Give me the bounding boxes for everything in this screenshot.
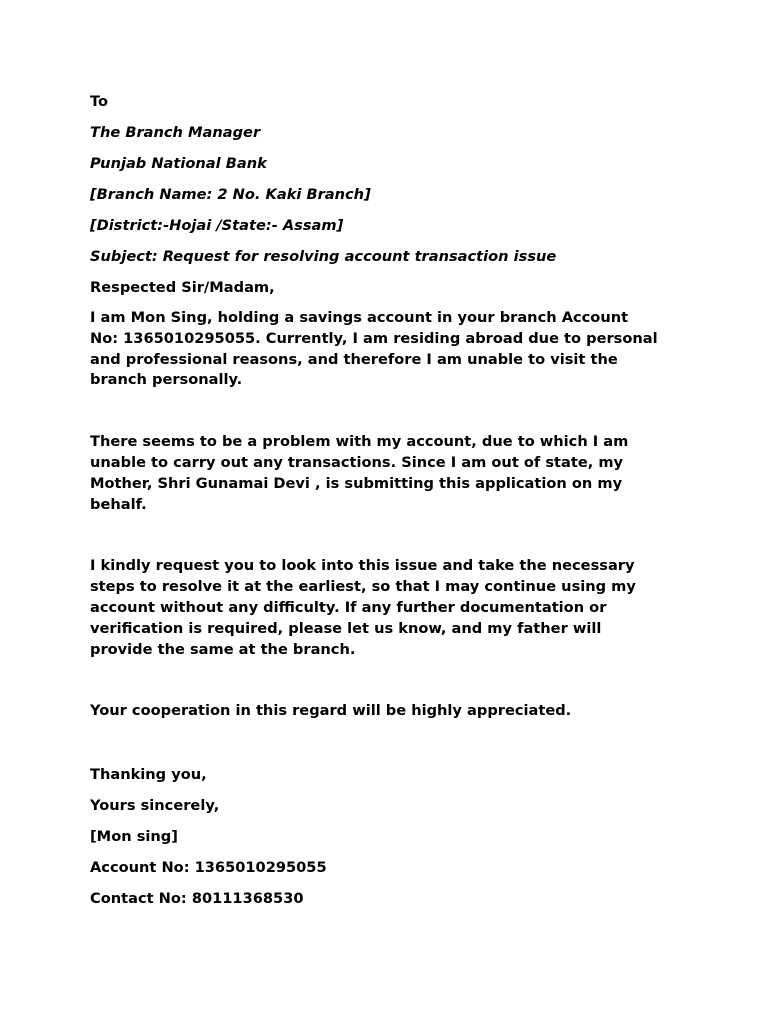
paragraph-3-line: I kindly request you to look into this issue and take the necessary [90,557,635,575]
district-line: [District:-Hojai /State:- Assam] [90,217,344,234]
bank-line: Punjab National Bank [90,155,267,172]
signer-name: [Mon sing] [90,828,178,846]
paragraph-1-line: and professional reasons, and therefore I am unable to visit the [90,350,618,368]
spacer [90,660,690,701]
paragraph-2-line: behalf. [90,495,147,513]
paragraph-1-line: branch personally. [90,371,243,389]
spacer [90,722,690,764]
paragraph-1-line: I am Mon Sing, holding a savings account in your branch Account [90,309,629,326]
paragraph-2-line: unable to carry out any transactions. Since I am out of state, my [90,453,624,471]
branch-line: [Branch Name: 2 No. Kaki Branch] [90,186,371,203]
paragraph-2-line: There seems to be a problem with my account, due to which I am [90,433,629,451]
paragraph-1 [90,308,690,391]
account-number: Account No: 1365010295055 [90,859,327,877]
sign-off-line: Yours sincerely, [90,797,220,815]
closing-note: Your cooperation in this regard will be highly appreciated. [90,702,572,720]
letter-page [90,91,690,919]
thanks-line: Thanking you, [90,766,207,784]
paragraph-1-line: No: 1365010295055. Currently, I am residing abroad due to personal [90,329,658,347]
recipient-line: The Branch Manager [90,124,261,141]
contact-number: Contact No: 80111368530 [90,890,304,908]
paragraph-3-line: provide the same at the branch. [90,640,356,658]
paragraph-3-line: account without any difficulty. If any further documentation or [90,598,607,616]
to-line: To [90,93,109,110]
spacer [90,515,690,556]
paragraph-3-line: verification is required, please let us know, and my father will [90,619,602,637]
paragraph-3 [90,556,690,660]
salutation-line: Respected Sir/Madam, [90,279,275,296]
paragraph-2 [90,432,690,515]
paragraph-2-line: Mother, Shri Gunamai Devi , is submitting this application on my [90,474,623,492]
paragraph-3-line: steps to resolve it at the earliest, so that I may continue using my [90,578,636,596]
spacer [90,391,690,432]
subject-line: Subject: Request for resolving account transaction issue [90,248,557,265]
